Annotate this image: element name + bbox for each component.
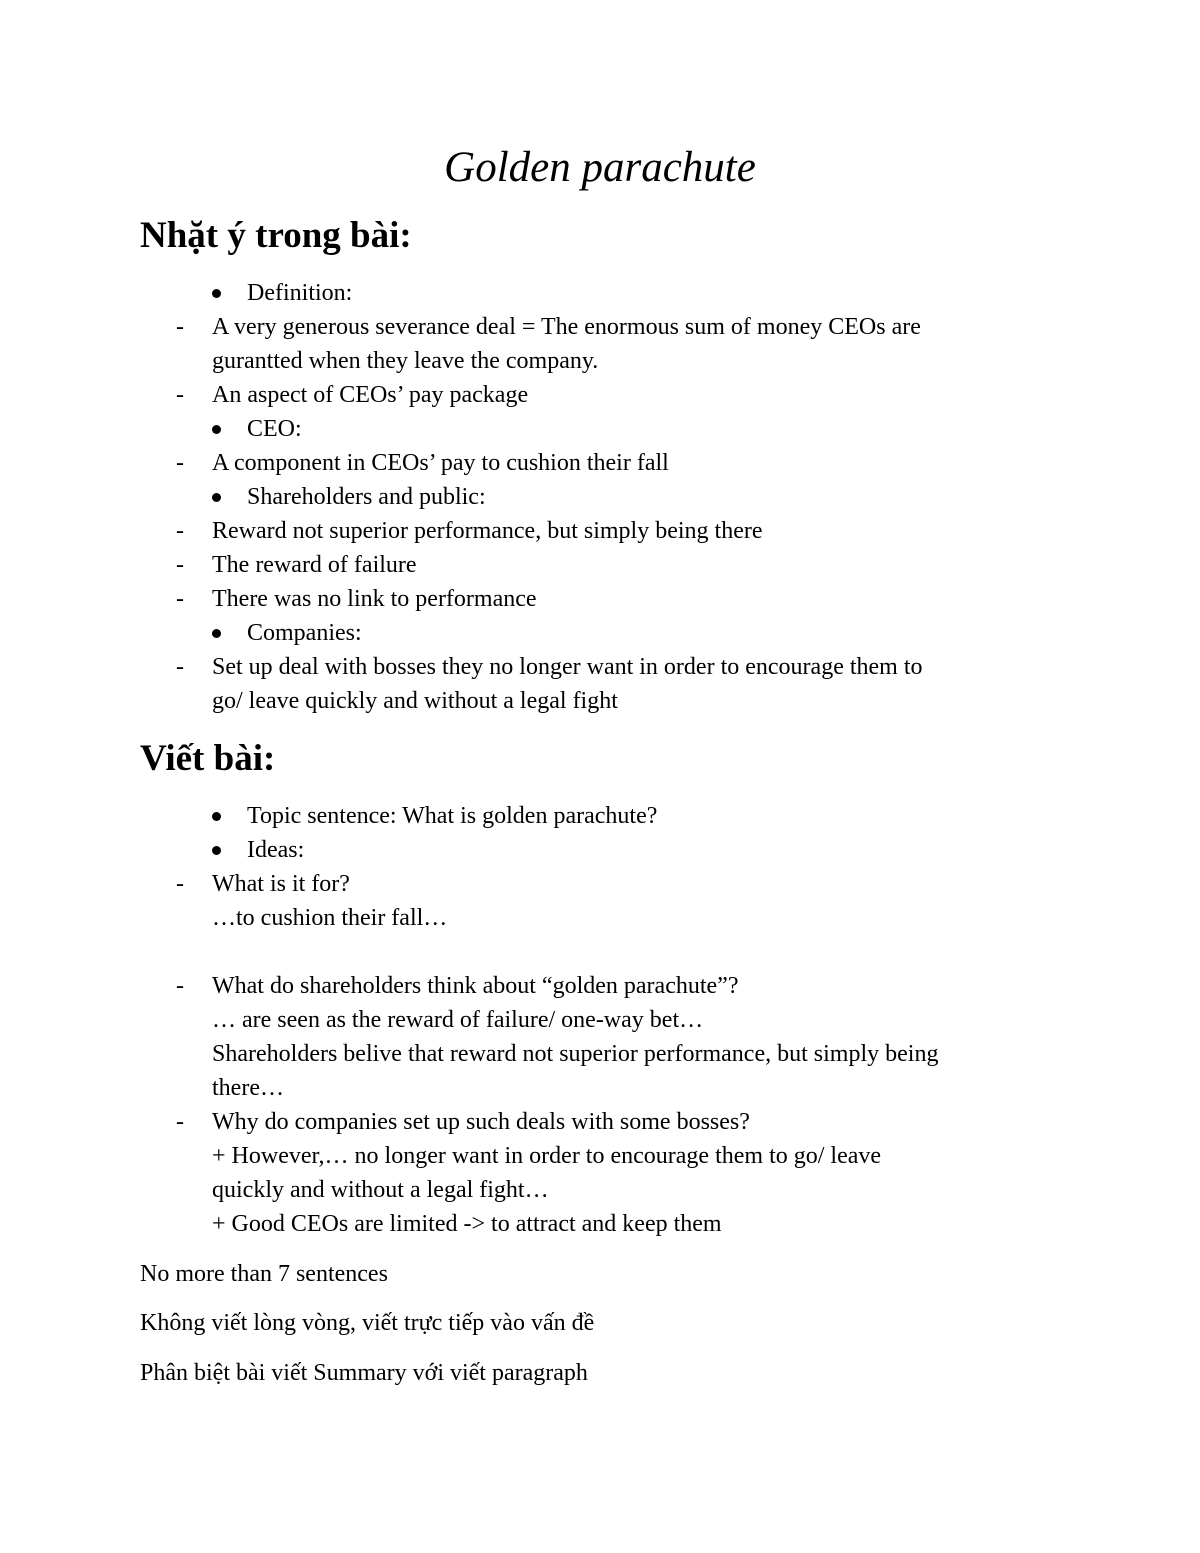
- dash-marker: -: [176, 586, 184, 612]
- bullet-icon: [212, 289, 221, 298]
- bullet-icon: [212, 425, 221, 434]
- dash-marker: -: [176, 973, 184, 999]
- note-paragraph: Phân biệt bài viết Summary với viết paragraph: [140, 1360, 588, 1386]
- section-heading-notes: Nhặt ý trong bài:: [140, 215, 412, 256]
- note-paragraph: Không viết lòng vòng, viết trực tiếp vào vấn đề: [140, 1310, 595, 1336]
- dash-marker: -: [176, 654, 184, 680]
- dash-marker: -: [176, 871, 184, 897]
- document-page: Golden parachute Nhặt ý trong bài: Definition: - A very generous severance deal = The enormous sum of money CEOs are gurantted when they leave the company. - An aspect of CEOs’ pay package CEO: - A component in CEOs’ pay to cushion their fall Shareholders and public: - Reward not superior performance, but simply being there - The reward of failure - There was no link to performance Companies: - Set up deal with bosses they no longer want in order to encourage them to go/ leave quickly and without a legal fight Viết bài: Topic sentence: What is golden parachute? Ideas: - What is it for? …to cushion their fall… - What do shareholders think about “golden parachute”? … are seen as the reward of failure/ one-way bet… Shareholders belive that reward not superior performance, but simply being there… - Why do companies set up such deals with some bosses? + However,… no longer want in order to encourage them to go/ leave quickly and without a legal fight… + Good CEOs are limited -> to attract and keep them No more than 7 sentences Không viết lòng vòng, viết trực tiếp vào vấn đề Phân biệt bài viết Summary với viết paragraph: [0, 0, 1200, 1553]
- dash-marker: -: [176, 1109, 184, 1135]
- bullet-icon: [212, 629, 221, 638]
- dash-marker: -: [176, 314, 184, 340]
- dash-marker: -: [176, 518, 184, 544]
- note-paragraph: No more than 7 sentences: [140, 1261, 388, 1287]
- dash-marker: -: [176, 382, 184, 408]
- dash-marker: -: [176, 450, 184, 476]
- bullet-icon: [212, 493, 221, 502]
- section-heading-writing: Viết bài:: [140, 738, 276, 779]
- bullet-icon: [212, 812, 221, 821]
- bullet-icon: [212, 846, 221, 855]
- dash-marker: -: [176, 552, 184, 578]
- document-title: Golden parachute: [444, 144, 756, 191]
